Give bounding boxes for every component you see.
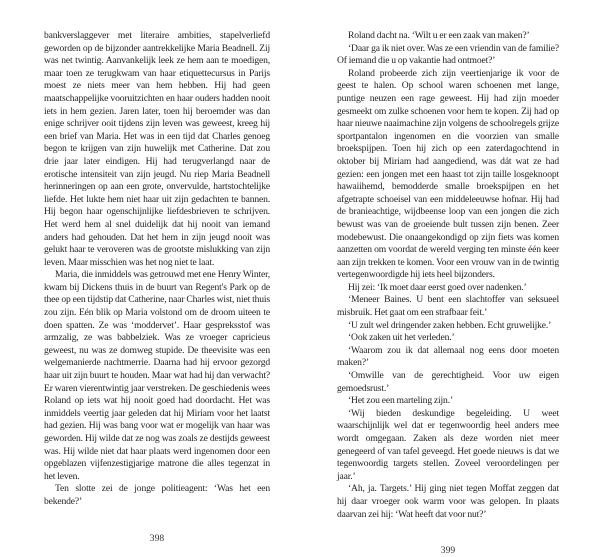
left-page-text (44, 30, 270, 509)
page-number-right: 399 (440, 545, 456, 557)
paragraph: ‘U zult wel dringender zaken hebben. Echt gruwelijke.’ (348, 319, 552, 331)
paragraph: Hij zei: ‘Ik moet daar eerst goed over nadenken.’ (348, 281, 527, 293)
right-page-text (337, 30, 559, 521)
paragraph: Roland dacht na. ‘Wilt u er een zaak van maken?’ (348, 30, 530, 41)
paragraph: ‘Ook zaken uit het verleden.’ (348, 332, 455, 344)
paragraph: bankverslaggever met literaire ambities, stapelverliefd geworden op de bijzonder aantrekkelijke Maria Beadnell. Zij was net twintig. Aanvankelijk leek ze hem aan te moedigen, maar toen ze terugkwam van haar etiquettecursus in Parijs moest ze niets meer van hem hebben. Hij had geen maatschappelijke vooruitzichten en haar ouders hadden nooit iets in hem gezien. Jaren later, toen hij beroemder was dan enige schrijver ooit tijdens zijn leven was geweest, kreeg hij een brief van Maria. Het was in een tijd dat Charles genoeg begon te krijgen van zijn huwelijk met Catherine. Dat zou drie jaar later eindigen. Hij had terugverlangd naar de erotische intensiteit van zijn jeugd. Nu riep Maria Beadnell herinneringen op aan een grote, onvervulde, hartstochtelijke liefde. Het lukte hem niet haar uit zijn gedachten te bannen. Hij begon haar ogenschijnlijke liefdesbrieven te schrijven. Het werd hem al snel duidelijk dat hij nooit van iemand anders had gehouden. Dat het hem in zijn jeugd nooit was gelukt haar te veroveren was de grootste mislukking van zijn leven. Maar misschien was het nog niet te laat. (44, 30, 270, 268)
paragraph: ‘Wij bieden deskundige begeleiding. U weet waarschijnlijk wel dat er tegenwoordig heel anders mee wordt omgegaan. Zaken als deze worden niet meer genegeerd of van tafel geveegd. Het goede nieuws is dat we tegenwoordig targets stellen. Zoveel veroordelingen per jaar.’ (337, 407, 559, 482)
paragraph: ‘Ah, ja. Targets.’ Hij ging niet tegen Moffat zeggen dat hij daar vroeger ook warm voor was gelopen. In plaats daarvan zei hij: ‘Wat heeft dat voor nut?’ (337, 483, 559, 520)
paragraph: Roland probeerde zich zijn veertienjarige ik voor de geest te halen. Op school waren schoenen met lange, puntige neuzen een rage geweest. Hij had zijn moeder gesmeekt om zulke schoenen voor hem te kopen. Zij had op haar nieuwe naaimachine zijn volgens de schoolregels grijze sportpantalon ingenomen en die voorzien van smalle broekspijpen. Toen hij zich op een zaterdagochtend in oktober bij Miriam had aangediend, was dát wat ze had gezien: een jongen met een haast tot zijn taille losgeknoopt hawaiihemd, bemodderde smalle broekspijpen en het afgetrapte schoeisel van een middeleeuwse hofnar. Hij had de branieachtige, wijdbeense loop van een jongen die zich bewust was van de groeiende bult tussen zijn benen. Zeer modebewust. Die onaangekondigd op zijn fiets was komen aanzetten om voordat de wereld verging ten minste één keer aan zijn trekken te komen. Voor een vrouw van in de twintig vertegenwoordigde hij iets heel bijzonders. (337, 67, 559, 281)
right-page (337, 30, 559, 557)
paragraph: ‘Meneer Baines. U bent een slachtoffer van seksueel misbruik. Het gaat om een strafbaar feit.’ (337, 294, 559, 319)
paragraph: ‘Waarom zou ik dat allemaal nog eens door moeten maken?’ (337, 344, 559, 369)
paragraph: ‘Daar ga ik niet over. Was ze een vriendin van de familie? Of iemand die u op vakantie had ontmoet?’ (337, 42, 559, 67)
paragraph: ‘Omwille van de gerechtigheid. Voor uw eigen gemoedsrust.’ (337, 370, 559, 394)
left-page (44, 30, 270, 545)
paragraph: ‘Het zou een marteling zijn.’ (348, 395, 453, 407)
paragraph: Maria, die inmiddels was getrouwd met ene Henry Winter, kwam bij Dickens thuis in de buurt van Regent's Park op de thee op een tijdstip dat Catherine, naar Charles wist, niet thuis zou zijn. Eén blik op Maria volstond om de droom uiteen te doen spatten. Ze was ‘moddervet’. Haar gespreksstof was armzalig, ze was babbelziek. Was ze vroeger capricieus geweest, nu was ze domweg stupide. De theevisite was een welgemanierde nachtmerrie. Daarna had hij ervoor gezorgd haar uit zijn buurt te houden. Maar wat had hij dan verwacht? Er waren vierentwintig jaar verstreken. De geschiedenis wees Roland op iets wat hij nooit goed had doordacht. Het was inmiddels veertig jaar geleden dat hij Miriam voor het laatst had gezien. Hij was bang voor wat er mogelijk van haar was geworden. Hij wilde dat ze nog was zoals ze destijds geweest was. Hij wilde niet dat haar plaats werd ingenomen door een opgeblazen vijfenzestigjarige matrone die alles tegenzat in het leven. (44, 269, 270, 482)
paragraph: Ten slotte zei de jonge politieagent: ‘Was het een bekende?’ (44, 483, 270, 507)
page-number-left: 398 (149, 532, 165, 544)
